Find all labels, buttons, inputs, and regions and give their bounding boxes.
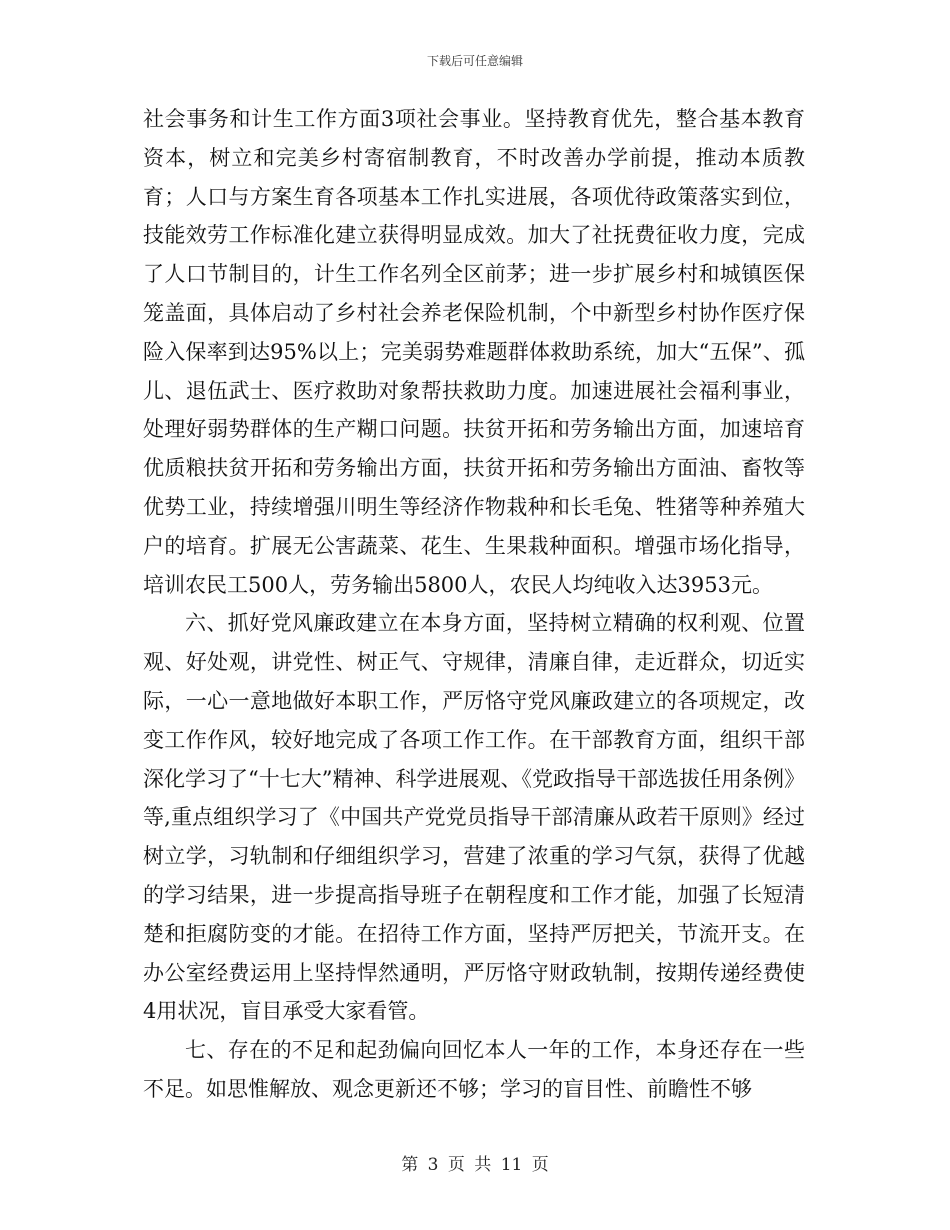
document-body	[143, 100, 805, 1109]
page-header: 下载后可任意编辑	[426, 54, 523, 68]
paragraph-continuation: 社会事务和计生工作方面3项社会事业。坚持教育优先，整合基本教育资本，树立和完美乡村寄宿制教育，不时改善办学前提，推动本质教育；人口与方案生育各项基本工作扎实进展，各项优待政策落实到位，技能效劳工作标准化建立获得明显成效。加大了社抚费征收力度，完成了人口节制目的，计生工作名列全区前茅；进一步扩展乡村和城镇医保笼盖面，具体启动了乡村社会养老保险机制，个中新型乡村协作医疗保险入保率到达95%以上；完美弱势难题群体救助系统，加大“五保”、孤儿、退伍武士、医疗救助对象帮扶救助力度。加速进展社会福利事业，处理好弱势群体的生产糊口问题。扶贫开拓和劳务输出方面，加速培育优质粮扶贫开拓和劳务输出方面，扶贫开拓和劳务输出方面油、畜牧等优势工业，持续增强川明生等经济作物栽种和长毛兔、牲猪等种养殖大户的培育。扩展无公害蔬菜、花生、生果栽种面积。增强市场化指导，培训农民工500人，劳务输出5800人，农民人均纯收入达3953元。	[143, 107, 805, 597]
page-footer: 第 3 页 共 11 页	[401, 1155, 549, 1175]
paragraph-section-seven: 七、存在的不足和起劲偏向回忆本人一年的工作，本身还存在一些不足。如思惟解放、观念更新还不够；学习的盲目性、前瞻性不够	[143, 1038, 805, 1101]
paragraph-section-six: 六、抓好党风廉政建立在本身方面，坚持树立精确的权利观、位置观、好处观，讲党性、树正气、守规律，清廉自律，走近群众，切近实际，一心一意地做好本职工作，严厉恪守党风廉政建立的各项规定，改变工作作风，较好地完成了各项工作工作。在干部教育方面，组织干部深化学习了“十七大”精神、科学进展观、《党政指导干部选拔任用条例》等,重点组织学习了《中国共产党党员指导干部清廉从政若干原则》经过树立学，习轨制和仔细组织学习，营建了浓重的学习气氛，获得了优越的学习结果，进一步提高指导班子在朝程度和工作才能，加强了长短清楚和拒腐防变的才能。在招待工作方面，坚持严厉把关，节流开支。在办公室经费运用上坚持悍然通明，严厉恪守财政轨制，按期传递经费使4用状况，盲目承受大家看管。	[143, 611, 805, 1024]
